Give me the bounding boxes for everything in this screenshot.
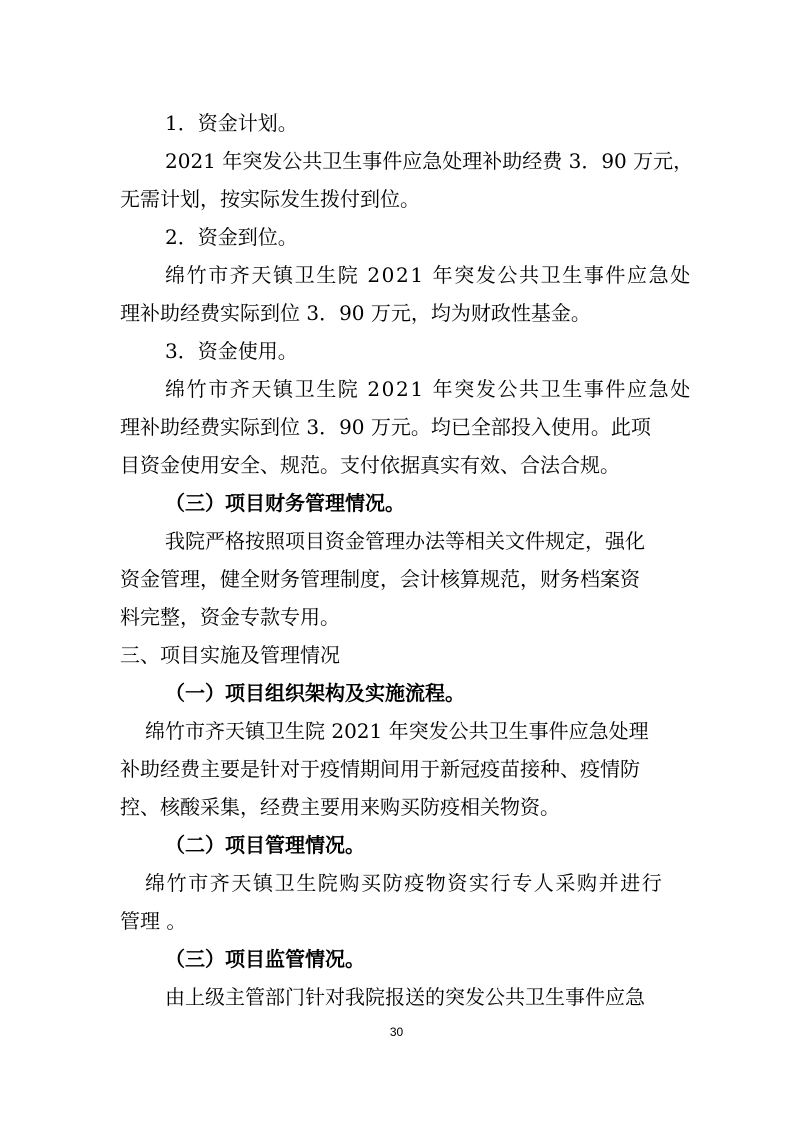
section-heading-project-management: （二）项目管理情况。 [165,833,365,857]
section-heading-organization: （一）项目组织架构及实施流程。 [165,681,465,705]
paragraph-line: 由上级主管部门针对我院报送的突发公共卫生事件应急 [165,985,645,1009]
paragraph-line: 补助经费主要是针对于疫情期间用于新冠疫苗接种、疫情防 [120,757,640,781]
paragraph-line: 绵竹市齐天镇卫生院 2021 年突发公共卫生事件应急处理 [145,719,649,743]
paragraph-line: 理补助经费实际到位 3．90 万元。均已全部投入使用。此项 [120,415,651,439]
paragraph-line: 资金管理，健全财务管理制度，会计核算规范，财务档案资 [120,567,640,591]
page-number: 30 [389,1025,404,1039]
section-heading-financial-management: （三）项目财务管理情况。 [165,491,405,515]
paragraph-line: 绵竹市齐天镇卫生院 2021 年突发公共卫生事件应急处 [165,377,692,401]
subsection-heading-fund-plan: 1．资金计划。 [165,111,298,135]
paragraph-line: 目资金使用安全、规范。支付依据真实有效、合法合规。 [120,453,620,477]
paragraph-line: 绵竹市齐天镇卫生院 2021 年突发公共卫生事件应急处 [165,263,692,287]
paragraph-line: 理补助经费实际到位 3．90 万元，均为财政性基金。 [120,301,591,325]
paragraph-line: 我院严格按照项目资金管理办法等相关文件规定，强化 [165,529,645,553]
paragraph-line: 2021 年突发公共卫生事件应急处理补助经费 3．90 万元， [165,149,694,173]
paragraph-line: 绵竹市齐天镇卫生院购买防疫物资实行专人采购并进行 [145,871,664,895]
paragraph-line: 无需计划，按实际发生拨付到位。 [120,187,420,211]
paragraph-line: 料完整，资金专款专用。 [120,605,340,629]
subsection-heading-fund-use: 3．资金使用。 [165,339,298,363]
paragraph-line: 管理 。 [120,909,187,933]
subsection-heading-fund-arrival: 2．资金到位。 [165,225,298,249]
chapter-heading-implementation: 三、项目实施及管理情况 [120,643,340,667]
paragraph-line: 控、核酸采集，经费主要用来购买防疫相关物资。 [120,795,560,819]
section-heading-supervision: （三）项目监管情况。 [165,947,365,971]
